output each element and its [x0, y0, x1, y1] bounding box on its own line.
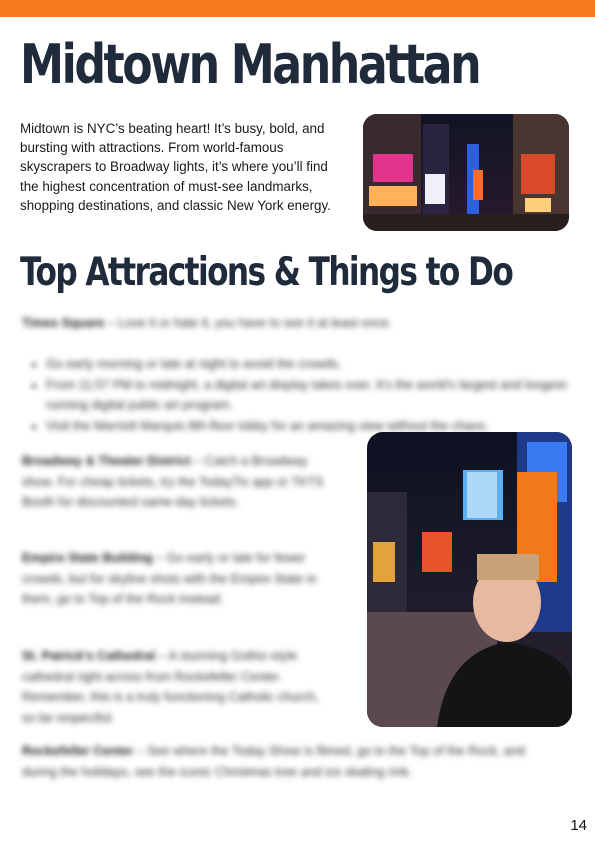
page-number: 14: [570, 817, 587, 834]
attraction-name: St. Patrick’s Cathedral: [22, 649, 156, 663]
times-square-photo: [363, 114, 569, 231]
orange-top-bar: [0, 0, 595, 17]
attraction-name: Times Square: [22, 316, 105, 330]
intro-paragraph: Midtown is NYC’s beating heart! It’s busy, bold, and bursting with attractions. From world-famous skyscrapers to Broadway lights, it’s where you’ll find the highest concentration of must-see landmarks, shopping destinations, and classic New York energy.: [20, 121, 331, 213]
attraction-rockefeller: [22, 741, 562, 782]
attraction-broadway: [22, 451, 332, 513]
list-item: • Go early morning or late at night to avoid the crowds.: [46, 354, 595, 375]
list-item: • From 11:57 PM to midnight, a digital art display takes over. It’s the world’s largest and longest-running digital public art program.: [46, 375, 595, 416]
times-square-tips-list: [22, 354, 595, 436]
section-title: Top Attractions & Things to Do: [20, 250, 513, 295]
attraction-text: – See where the Today Show is filmed, go to the Top of the Rock, and during the holidays, see the iconic Christmas tree and ice skating rink.: [22, 744, 525, 779]
attraction-name: Broadway & Theater District: [22, 454, 191, 468]
attraction-st-patricks: [22, 646, 332, 728]
attraction-text: – Catch a Broadway show. For cheap tickets, try the TodayTix app or TKTS Booth for discounted same-day tickets.: [22, 454, 324, 509]
attraction-text: – A stunning Gothic-style cathedral right across from Rockefeller Center. Remember, this is a truly functioning Catholic church, so be respectful.: [22, 649, 319, 725]
list-item: • Visit the Marriott Marquis 8th-floor lobby for an amazing view without the chaos.: [46, 416, 595, 437]
attraction-text: – Go early or late for fewer crowds, but for skyline shots with the Empire State in them, go to Top of the Rock instead.: [22, 551, 317, 606]
attraction-times-square: [22, 313, 562, 334]
attraction-name: Rockefeller Center: [22, 744, 134, 758]
page-title: Midtown Manhattan: [20, 33, 480, 96]
attraction-text: – Love it or hate it, you have to see it at least once.: [104, 316, 393, 330]
attraction-name: Empire State Building: [22, 551, 153, 565]
selfie-times-square-photo: [367, 432, 572, 727]
attraction-empire-state: [22, 548, 332, 610]
